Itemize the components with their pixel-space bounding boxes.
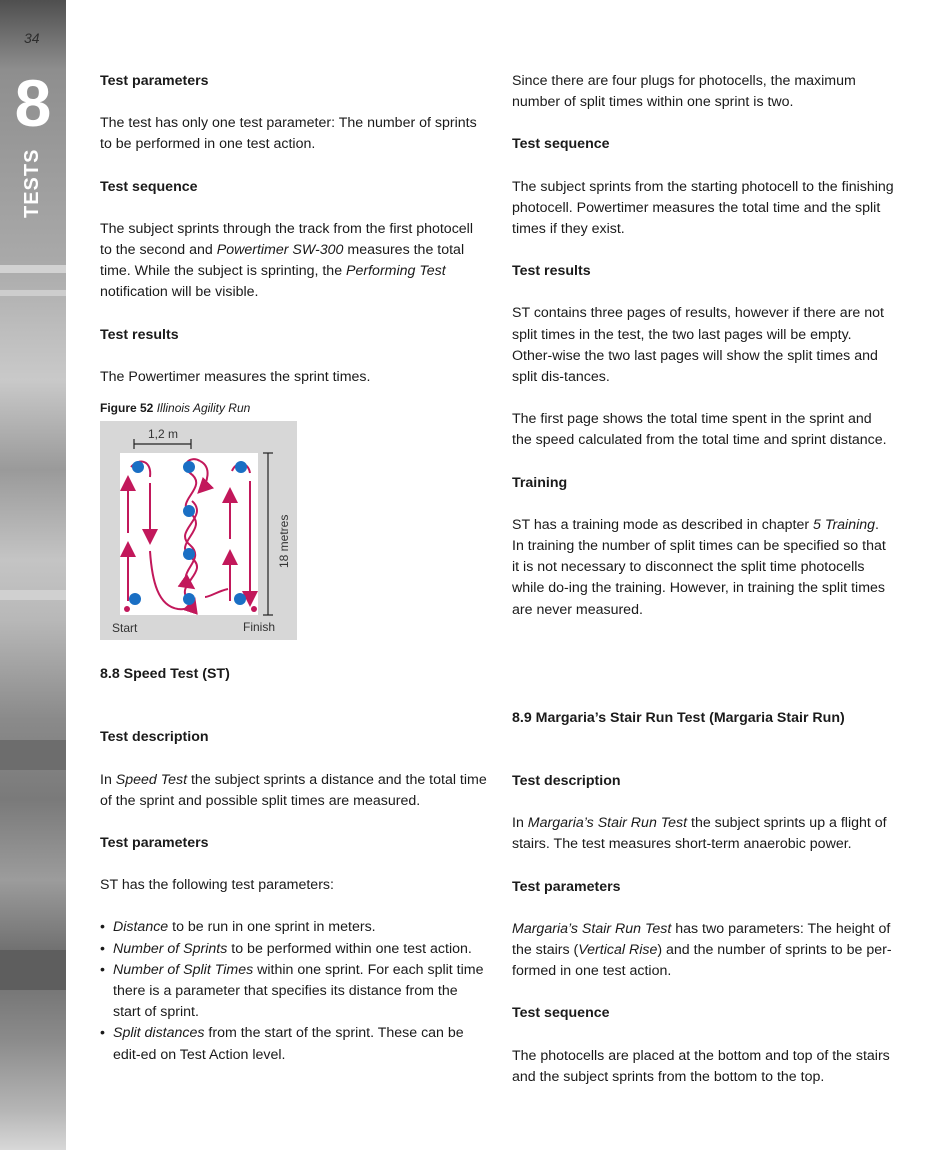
st-test-results-heading: Test results <box>512 263 591 280</box>
st-test-parameters-heading: Test parameters <box>100 835 209 852</box>
training-text: ST has a training mode as described in chapter 5 Training. In training the number of split times can be specified so that it is not necessary to disconnect the split time photocells while do-ing the training. However, in training the split times are never measured. <box>512 516 886 618</box>
st-test-sequence-text: The subject sprints from the starting photocell to the finishing photocell. Powertimer measures the total time and the split times if they exist. <box>512 178 894 238</box>
st-test-parameters-intro: ST has the following test parameters: <box>100 877 334 894</box>
height-label: 18 metres <box>277 514 291 569</box>
training-heading: Training <box>512 474 568 491</box>
width-label: 1,2 m <box>148 427 179 442</box>
test-parameters-text: The test has only one test parameter: The number of sprints to be performed in one test action. <box>100 115 477 153</box>
start-label: Start <box>112 621 138 636</box>
finish-label: Finish <box>243 620 276 635</box>
photocell-text: Since there are four plugs for photocells, the maximum number of split times within one sprint is two. <box>512 73 856 111</box>
st-test-sequence-heading: Test sequence <box>512 136 610 153</box>
agility-course-diagram <box>100 421 297 640</box>
margaria-parameters-heading: Test parameters <box>512 878 621 895</box>
test-parameters-heading: Test parameters <box>100 73 209 89</box>
page-number: 34 <box>24 30 40 46</box>
margaria-sequence-heading: Test sequence <box>512 1005 610 1022</box>
list-item: • Number of Sprints to be performed within one test action. <box>100 939 488 960</box>
margaria-description-heading: Test description <box>512 773 621 790</box>
parameter-list <box>100 917 488 1065</box>
margaria-parameters-text: Margaria’s Stair Run Test has two parameters: The height of the stairs (Vertical Rise) and the number of sprints to be per-formed in one test action. <box>512 920 892 980</box>
test-results-heading: Test results <box>100 326 179 343</box>
list-item: • Split distances from the start of the sprint. These can be edit-ed on Test Action level. <box>100 1023 488 1065</box>
margaria-description-text: In Margaria’s Stair Run Test the subject sprints up a flight of stairs. The test measures short-term anaerobic power. <box>512 815 887 853</box>
chapter-label: TESTS <box>21 148 43 218</box>
test-description-text: In Speed Test the subject sprints a distance and the total time of the sprint and possible split times are measured. <box>100 771 487 809</box>
list-item: • Distance to be run in one sprint in meters. <box>100 917 488 938</box>
figure-illinois-agility-run <box>100 421 297 640</box>
figure-caption: Figure 52 Illinois Agility Run <box>100 401 251 416</box>
section-title-margaria: 8.9 Margaria’s Stair Run Test (Margaria Stair Run) <box>512 709 845 726</box>
test-results-text: The Powertimer measures the sprint times. <box>100 368 371 385</box>
st-test-results-text-1: ST contains three pages of results, however if there are not split times in the test, the two last pages will be empty. Other-wise the two last pages will show the split times and split dis-tances. <box>512 305 884 386</box>
st-test-results-text-2: The first page shows the total time spent in the sprint and the speed calculated from the total time and sprint distance. <box>512 411 887 449</box>
list-item: • Number of Split Times within one sprint. For each split time there is a parameter that specifies its distance from the start of sprint. <box>100 960 488 1024</box>
section-title-speed-test: 8.8 Speed Test (ST) <box>100 666 230 683</box>
left-column <box>100 66 488 1066</box>
margaria-sequence-text: The photocells are placed at the bottom and top of the stairs and the subject sprints from the bottom to the top. <box>512 1047 890 1085</box>
test-description-heading: Test description <box>100 729 209 746</box>
test-sequence-text: The subject sprints through the track from the first photocell to the second and Powertimer SW-300 measures the total time. While the subject is sprinting, the Performing Test notification will be visible. <box>100 220 473 301</box>
right-column <box>512 66 894 1088</box>
chapter-number: 8 <box>14 66 52 140</box>
test-sequence-heading: Test sequence <box>100 178 198 195</box>
